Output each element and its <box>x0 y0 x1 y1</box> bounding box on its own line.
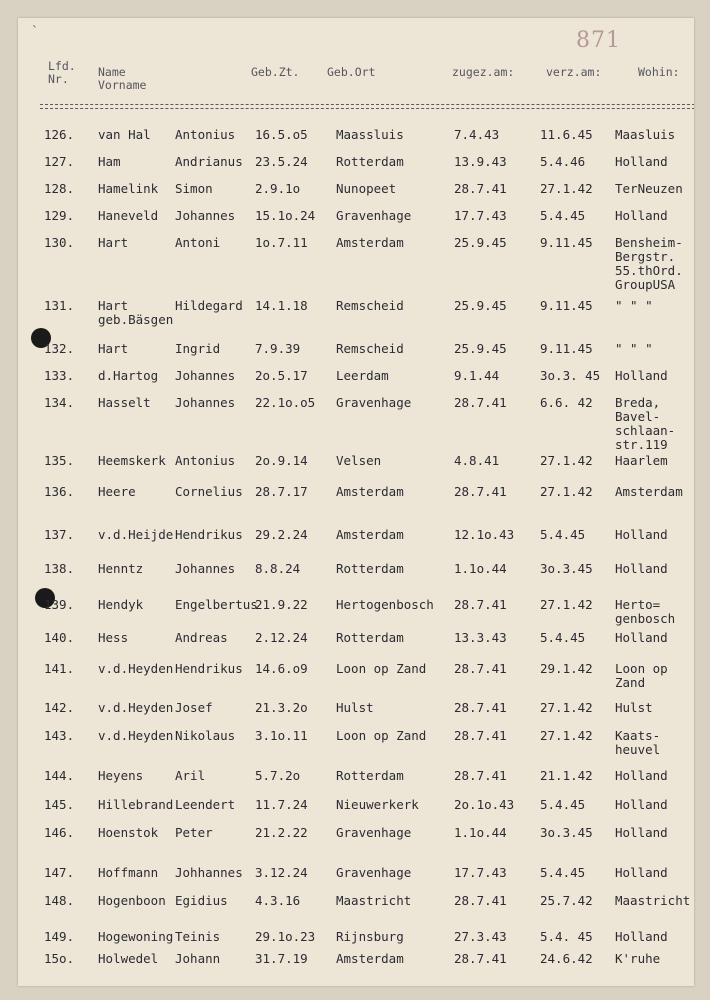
row-destination-line4: str.119 <box>615 437 668 452</box>
row-number: 15o. <box>44 951 75 966</box>
row-arrival-date: 28.7.41 <box>454 893 507 908</box>
row-birth-place: Gravenhage <box>336 865 412 880</box>
row-vorname: Johannes <box>175 208 236 223</box>
row-birth-date: 22.1o.o5 <box>255 395 316 410</box>
header-geb-zt: Geb.Zt. <box>251 65 300 79</box>
row-arrival-date: 28.7.41 <box>454 484 507 499</box>
row-birth-date: 16.5.o5 <box>255 127 308 142</box>
row-birth-date: 21.9.22 <box>255 597 308 612</box>
row-arrival-date: 17.7.43 <box>454 865 507 880</box>
row-vorname: Andreas <box>175 630 228 645</box>
row-vorname: Hildegard <box>175 298 243 313</box>
row-destination: Breda, <box>615 395 661 410</box>
row-name: v.d.Heyden <box>98 661 174 676</box>
row-destination: Holland <box>615 527 668 542</box>
row-destination-line2: Bergstr. <box>615 249 676 264</box>
row-birth-place: Maastricht <box>336 893 412 908</box>
row-vorname: Cornelius <box>175 484 243 499</box>
row-name: Hogenboon <box>98 893 166 908</box>
row-birth-place: Gravenhage <box>336 395 412 410</box>
row-number: 148. <box>44 893 75 908</box>
row-birth-date: 8.8.24 <box>255 561 301 576</box>
row-name: Hogewoning <box>98 929 174 944</box>
row-number: 127. <box>44 154 75 169</box>
row-birth-date: 2.12.24 <box>255 630 308 645</box>
row-destination: Holland <box>615 825 668 840</box>
row-number: 141. <box>44 661 75 676</box>
row-arrival-date: 9.1.44 <box>454 368 500 383</box>
row-arrival-date: 25.9.45 <box>454 341 507 356</box>
row-departure-date: 27.1.42 <box>540 700 593 715</box>
row-vorname: Simon <box>175 181 213 196</box>
row-destination: Maasluis <box>615 127 676 142</box>
row-departure-date: 21.1.42 <box>540 768 593 783</box>
row-name: van Hal <box>98 127 151 142</box>
row-destination: Bensheim- <box>615 235 683 250</box>
header-geb-ort: Geb.Ort <box>327 65 376 79</box>
row-name: d.Hartog <box>98 368 159 383</box>
row-arrival-date: 28.7.41 <box>454 395 507 410</box>
archive-reference-number: 871 <box>576 28 621 53</box>
row-birth-place: Loon op Zand <box>336 661 427 676</box>
row-vorname: Antonius <box>175 127 236 142</box>
row-destination: Holland <box>615 561 668 576</box>
row-number: 128. <box>44 181 75 196</box>
row-name-line2: geb.Bäsgen <box>98 312 174 327</box>
row-departure-date: 3o.3.45 <box>540 825 593 840</box>
row-destination: Holland <box>615 865 668 880</box>
row-vorname: Ingrid <box>175 341 221 356</box>
row-birth-place: Nunopeet <box>336 181 397 196</box>
row-arrival-date: 28.7.41 <box>454 728 507 743</box>
row-name: Hart <box>98 298 129 313</box>
row-destination: Holland <box>615 797 668 812</box>
row-number: 135. <box>44 453 75 468</box>
row-birth-date: 11.7.24 <box>255 797 308 812</box>
row-destination-line2: heuvel <box>615 742 661 757</box>
row-destination: Holland <box>615 208 668 223</box>
row-departure-date: 27.1.42 <box>540 453 593 468</box>
row-destination: Kaats- <box>615 728 661 743</box>
row-arrival-date: 1.1o.44 <box>454 561 507 576</box>
header-lfd: Lfd. <box>48 59 76 73</box>
row-name: Hoffmann <box>98 865 159 880</box>
row-vorname: Nikolaus <box>175 728 236 743</box>
row-departure-date: 25.7.42 <box>540 893 593 908</box>
row-birth-place: Loon op Zand <box>336 728 427 743</box>
row-vorname: Hendrikus <box>175 527 243 542</box>
header-verz: verz.am: <box>546 65 602 79</box>
row-name: Hamelink <box>98 181 159 196</box>
row-departure-date: 9.11.45 <box>540 298 593 313</box>
header-rule-top <box>40 104 694 105</box>
row-arrival-date: 28.7.41 <box>454 181 507 196</box>
row-birth-place: Leerdam <box>336 368 389 383</box>
row-vorname: Teinis <box>175 929 221 944</box>
row-number: 134. <box>44 395 75 410</box>
row-arrival-date: 13.9.43 <box>454 154 507 169</box>
row-number: 132. <box>44 341 75 356</box>
row-name: Hart <box>98 341 129 356</box>
row-destination: Loon op <box>615 661 668 676</box>
row-vorname: Johhannes <box>175 865 243 880</box>
header-name: Name <box>98 65 126 79</box>
row-number: 138. <box>44 561 75 576</box>
row-birth-date: 2o.5.17 <box>255 368 308 383</box>
row-departure-date: 5.4.45 <box>540 208 586 223</box>
row-name: v.d.Heijde <box>98 527 174 542</box>
row-vorname: Antoni <box>175 235 221 250</box>
row-vorname: Engelbertus <box>175 597 258 612</box>
row-destination: " " " <box>615 341 653 356</box>
row-destination: Holland <box>615 929 668 944</box>
row-name: Henntz <box>98 561 144 576</box>
row-vorname: Aril <box>175 768 206 783</box>
row-birth-place: Amsterdam <box>336 484 404 499</box>
row-arrival-date: 25.9.45 <box>454 298 507 313</box>
header-zugez: zugez.am: <box>452 65 515 79</box>
row-name: Holwedel <box>98 951 159 966</box>
row-number: 147. <box>44 865 75 880</box>
row-vorname: Peter <box>175 825 213 840</box>
row-destination: Herto= <box>615 597 661 612</box>
row-departure-date: 5.4.46 <box>540 154 586 169</box>
row-arrival-date: 13.3.43 <box>454 630 507 645</box>
row-departure-date: 6.6. 42 <box>540 395 593 410</box>
row-birth-date: 29.1o.23 <box>255 929 316 944</box>
row-departure-date: 11.6.45 <box>540 127 593 142</box>
row-number: 145. <box>44 797 75 812</box>
row-birth-date: 21.3.2o <box>255 700 308 715</box>
row-number: 133. <box>44 368 75 383</box>
row-birth-place: Hertogenbosch <box>336 597 434 612</box>
row-birth-place: Amsterdam <box>336 527 404 542</box>
row-vorname: Josef <box>175 700 213 715</box>
row-birth-date: 3.12.24 <box>255 865 308 880</box>
row-vorname: Johannes <box>175 561 236 576</box>
row-birth-date: 31.7.19 <box>255 951 308 966</box>
row-destination: Holland <box>615 630 668 645</box>
row-name: Haneveld <box>98 208 159 223</box>
row-departure-date: 27.1.42 <box>540 597 593 612</box>
row-number: 144. <box>44 768 75 783</box>
row-number: 140. <box>44 630 75 645</box>
row-birth-place: Remscheid <box>336 298 404 313</box>
row-destination-line2: genbosch <box>615 611 676 626</box>
row-birth-date: 4.3.16 <box>255 893 301 908</box>
row-arrival-date: 28.7.41 <box>454 597 507 612</box>
row-name: Hendyk <box>98 597 144 612</box>
row-destination: Holland <box>615 368 668 383</box>
row-arrival-date: 7.4.43 <box>454 127 500 142</box>
header-rule-bottom <box>40 108 694 109</box>
row-departure-date: 3o.3.45 <box>540 561 593 576</box>
row-birth-place: Gravenhage <box>336 208 412 223</box>
header-nr: Nr. <box>48 72 69 86</box>
row-name: Hess <box>98 630 129 645</box>
row-departure-date: 5.4.45 <box>540 797 586 812</box>
row-name: v.d.Heyden <box>98 700 174 715</box>
row-birth-place: Nieuwerkerk <box>336 797 419 812</box>
row-departure-date: 5.4.45 <box>540 865 586 880</box>
row-number: 142. <box>44 700 75 715</box>
row-destination-line3: 55.thOrd. <box>615 263 683 278</box>
row-departure-date: 24.6.42 <box>540 951 593 966</box>
row-destination: Holland <box>615 768 668 783</box>
row-birth-place: Rotterdam <box>336 768 404 783</box>
row-departure-date: 27.1.42 <box>540 484 593 499</box>
document-page <box>18 18 694 986</box>
row-arrival-date: 28.7.41 <box>454 661 507 676</box>
row-arrival-date: 28.7.41 <box>454 700 507 715</box>
row-birth-place: Maassluis <box>336 127 404 142</box>
row-name: Hoenstok <box>98 825 159 840</box>
row-departure-date: 27.1.42 <box>540 728 593 743</box>
row-vorname: Antonius <box>175 453 236 468</box>
row-number: 131. <box>44 298 75 313</box>
row-number: 129. <box>44 208 75 223</box>
row-birth-date: 2o.9.14 <box>255 453 308 468</box>
row-arrival-date: 28.7.41 <box>454 951 507 966</box>
row-departure-date: 5.4. 45 <box>540 929 593 944</box>
row-birth-place: Rotterdam <box>336 561 404 576</box>
row-name: v.d.Heyden <box>98 728 174 743</box>
row-birth-date: 23.5.24 <box>255 154 308 169</box>
row-number: 143. <box>44 728 75 743</box>
row-name: Hart <box>98 235 129 250</box>
row-birth-date: 15.1o.24 <box>255 208 316 223</box>
row-arrival-date: 25.9.45 <box>454 235 507 250</box>
row-birth-place: Gravenhage <box>336 825 412 840</box>
row-vorname: Johannes <box>175 368 236 383</box>
row-departure-date: 9.11.45 <box>540 341 593 356</box>
row-arrival-date: 4.8.41 <box>454 453 500 468</box>
row-arrival-date: 27.3.43 <box>454 929 507 944</box>
row-destination: " " " <box>615 298 653 313</box>
row-destination-line4: GroupUSA <box>615 277 676 292</box>
row-destination: Maastricht <box>615 893 691 908</box>
row-birth-date: 14.6.o9 <box>255 661 308 676</box>
header-vorname: Vorname <box>98 78 147 92</box>
row-arrival-date: 17.7.43 <box>454 208 507 223</box>
row-birth-place: Velsen <box>336 453 382 468</box>
row-birth-place: Amsterdam <box>336 235 404 250</box>
row-birth-date: 7.9.39 <box>255 341 301 356</box>
row-name: Heemskerk <box>98 453 166 468</box>
row-birth-date: 21.2.22 <box>255 825 308 840</box>
row-departure-date: 3o.3. 45 <box>540 368 601 383</box>
row-destination: TerNeuzen <box>615 181 683 196</box>
row-vorname: Hendrikus <box>175 661 243 676</box>
row-arrival-date: 28.7.41 <box>454 768 507 783</box>
row-vorname: Johann <box>175 951 221 966</box>
row-birth-place: Rotterdam <box>336 154 404 169</box>
row-departure-date: 5.4.45 <box>540 527 586 542</box>
row-vorname: Egidius <box>175 893 228 908</box>
row-vorname: Andrianus <box>175 154 243 169</box>
row-destination-line2: Zand <box>615 675 646 690</box>
row-destination: Amsterdam <box>615 484 683 499</box>
row-destination-line3: schlaan- <box>615 423 676 438</box>
row-destination: Holland <box>615 154 668 169</box>
row-number: 137. <box>44 527 75 542</box>
row-departure-date: 27.1.42 <box>540 181 593 196</box>
row-number: 136. <box>44 484 75 499</box>
row-birth-date: 28.7.17 <box>255 484 308 499</box>
row-name: Hasselt <box>98 395 151 410</box>
corner-mark: ` <box>32 24 38 38</box>
row-name: Heere <box>98 484 136 499</box>
row-birth-date: 1o.7.11 <box>255 235 308 250</box>
row-number: 126. <box>44 127 75 142</box>
row-birth-place: Rotterdam <box>336 630 404 645</box>
row-name: Hillebrand <box>98 797 174 812</box>
row-name: Ham <box>98 154 121 169</box>
row-vorname: Leendert <box>175 797 236 812</box>
row-birth-date: 29.2.24 <box>255 527 308 542</box>
row-arrival-date: 2o.1o.43 <box>454 797 515 812</box>
row-birth-date: 5.7.2o <box>255 768 301 783</box>
row-number: 146. <box>44 825 75 840</box>
row-number: 139. <box>44 597 75 612</box>
row-departure-date: 9.11.45 <box>540 235 593 250</box>
row-number: 130. <box>44 235 75 250</box>
row-birth-place: Rijnsburg <box>336 929 404 944</box>
row-destination: K'ruhe <box>615 951 661 966</box>
row-arrival-date: 1.1o.44 <box>454 825 507 840</box>
row-number: 149. <box>44 929 75 944</box>
row-birth-date: 3.1o.11 <box>255 728 308 743</box>
row-birth-date: 2.9.1o <box>255 181 301 196</box>
row-arrival-date: 12.1o.43 <box>454 527 515 542</box>
row-birth-place: Hulst <box>336 700 374 715</box>
row-vorname: Johannes <box>175 395 236 410</box>
row-destination: Haarlem <box>615 453 668 468</box>
row-destination-line2: Bavel- <box>615 409 661 424</box>
header-wohin: Wohin: <box>638 65 680 79</box>
row-name: Heyens <box>98 768 144 783</box>
row-birth-place: Remscheid <box>336 341 404 356</box>
row-departure-date: 29.1.42 <box>540 661 593 676</box>
row-birth-place: Amsterdam <box>336 951 404 966</box>
row-destination: Hulst <box>615 700 653 715</box>
row-departure-date: 5.4.45 <box>540 630 586 645</box>
row-birth-date: 14.1.18 <box>255 298 308 313</box>
